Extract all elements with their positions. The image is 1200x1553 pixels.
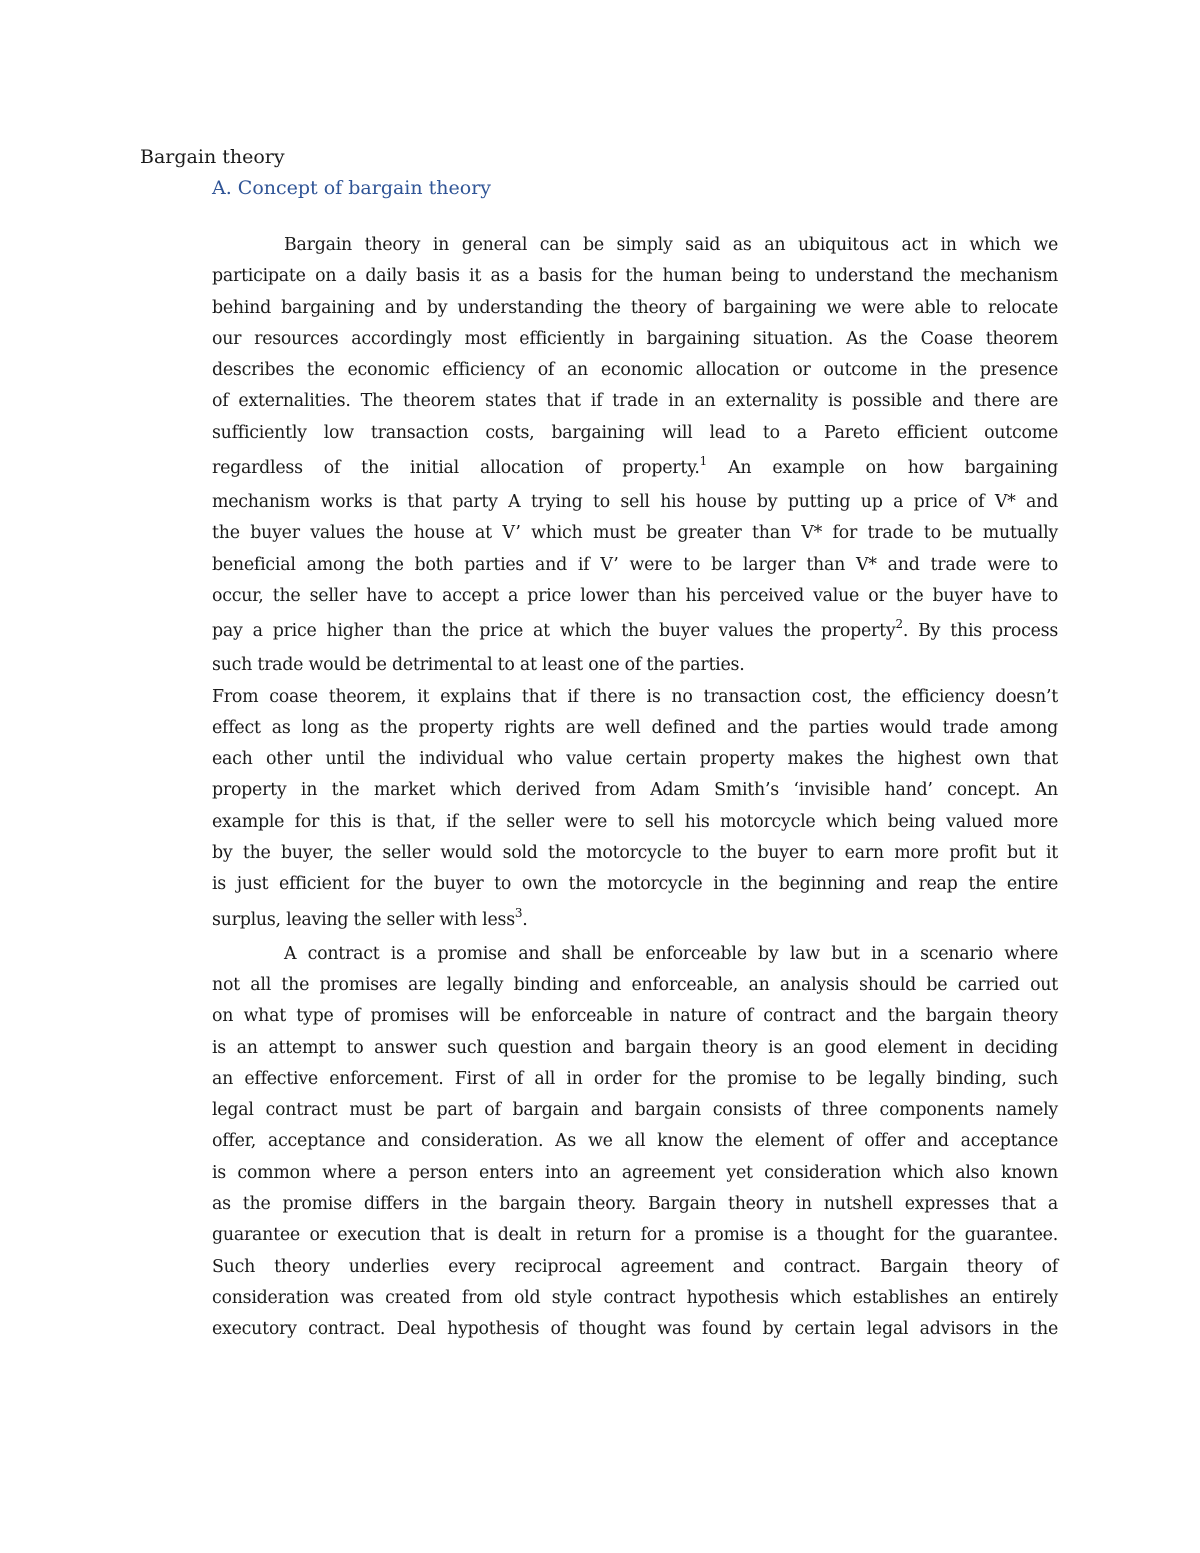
section-heading: A. Concept of bargain theory <box>212 177 492 199</box>
footnote-ref-2: 2 <box>895 617 903 632</box>
text-line: is common where a person enters into an agreement yet consideration which also known <box>212 1162 1058 1183</box>
text-line: mechanism works is that party A trying to sell his house by putting up a price of V* and <box>212 492 1058 513</box>
text-line: pay a price higher than the price at which the buyer values the property$^2$. By this process <box>212 617 1058 642</box>
text-line: on what type of promises will be enforceable in nature of contract and the bargain theory <box>212 1006 1058 1027</box>
text-line: Such theory underlies every reciprocal agreement and contract. Bargain theory of <box>212 1256 1058 1277</box>
text-line: by the buyer, the seller would sold the motorcycle to the buyer to earn more profit but it <box>212 843 1058 864</box>
text-line: beneficial among the both parties and if V’ were to be larger than V* and trade were to <box>212 554 1058 575</box>
text-line: behind bargaining and by understanding the theory of bargaining we were able to relocate <box>212 297 1058 318</box>
text-line: surplus, leaving the seller with less$^3$. <box>212 905 528 930</box>
text-line: property in the market which derived from Adam Smith’s ‘invisible hand’ concept. An <box>212 780 1058 801</box>
footnote-ref-1: 1 <box>699 454 708 469</box>
text-line: is just efficient for the buyer to own the motorcycle in the beginning and reap the entire <box>212 874 1058 895</box>
text-line: executory contract. Deal hypothesis of thought was found by certain legal advisors in the <box>212 1319 1058 1340</box>
text-line: not all the promises are legally binding and enforceable, an analysis should be carried out <box>212 974 1058 995</box>
text-line: effect as long as the property rights are well defined and the parties would trade among <box>212 717 1058 738</box>
text-line: occur, the seller have to accept a price lower than his perceived value or the buyer have to <box>212 585 1058 606</box>
text-line: as the promise differs in the bargain theory. Bargain theory in nutshell expresses that a <box>212 1194 1058 1215</box>
text-line: describes the economic efficiency of an economic allocation or outcome in the presence <box>212 360 1058 381</box>
body-text <box>212 230 1058 1346</box>
text-line: the buyer values the house at V’ which must be greater than V* for trade to be mutually <box>212 523 1058 544</box>
text-line: of externalities. The theorem states that if trade in an externality is possible and there are <box>212 391 1058 412</box>
text-line: such trade would be detrimental to at least one of the parties. <box>212 655 745 676</box>
text-line: regardless of the initial allocation of property.$^1$ An example on how bargaining <box>212 454 1059 479</box>
text-line: participate on a daily basis it as a basis for the human being to understand the mechanism <box>212 266 1058 287</box>
text-line: is an attempt to answer such question and bargain theory is an good element in deciding <box>212 1037 1058 1058</box>
text-line: sufficiently low transaction costs, bargaining will lead to a Pareto efficient outcome <box>212 422 1058 443</box>
text-line: legal contract must be part of bargain and bargain consists of three components namely <box>212 1100 1058 1121</box>
text-line: an effective enforcement. First of all in order for the promise to be legally binding, such <box>212 1068 1058 1089</box>
footnote-ref-3: 3 <box>514 905 523 920</box>
text-line: each other until the individual who value certain property makes the highest own that <box>212 749 1058 770</box>
text-line: consideration was created from old style contract hypothesis which establishes an entirely <box>212 1287 1058 1308</box>
document-title: Bargain theory <box>140 146 285 168</box>
text-line: A contract is a promise and shall be enforceable by law but in a scenario where <box>284 943 1058 964</box>
text-line: offer, acceptance and consideration. As we all know the element of offer and acceptance <box>212 1131 1058 1152</box>
text-line: From coase theorem, it explains that if there is no transaction cost, the efficiency doesn’t <box>212 686 1058 707</box>
text-line: example for this is that, if the seller were to sell his motorcycle which being valued more <box>212 811 1058 832</box>
text-line: our resources accordingly most efficiently in bargaining situation. As the Coase theorem <box>212 328 1058 349</box>
text-line: Bargain theory in general can be simply said as an ubiquitous act in which we <box>284 235 1058 255</box>
text-line: guarantee or execution that is dealt in return for a promise is a thought for the guarantee. <box>212 1225 1058 1246</box>
